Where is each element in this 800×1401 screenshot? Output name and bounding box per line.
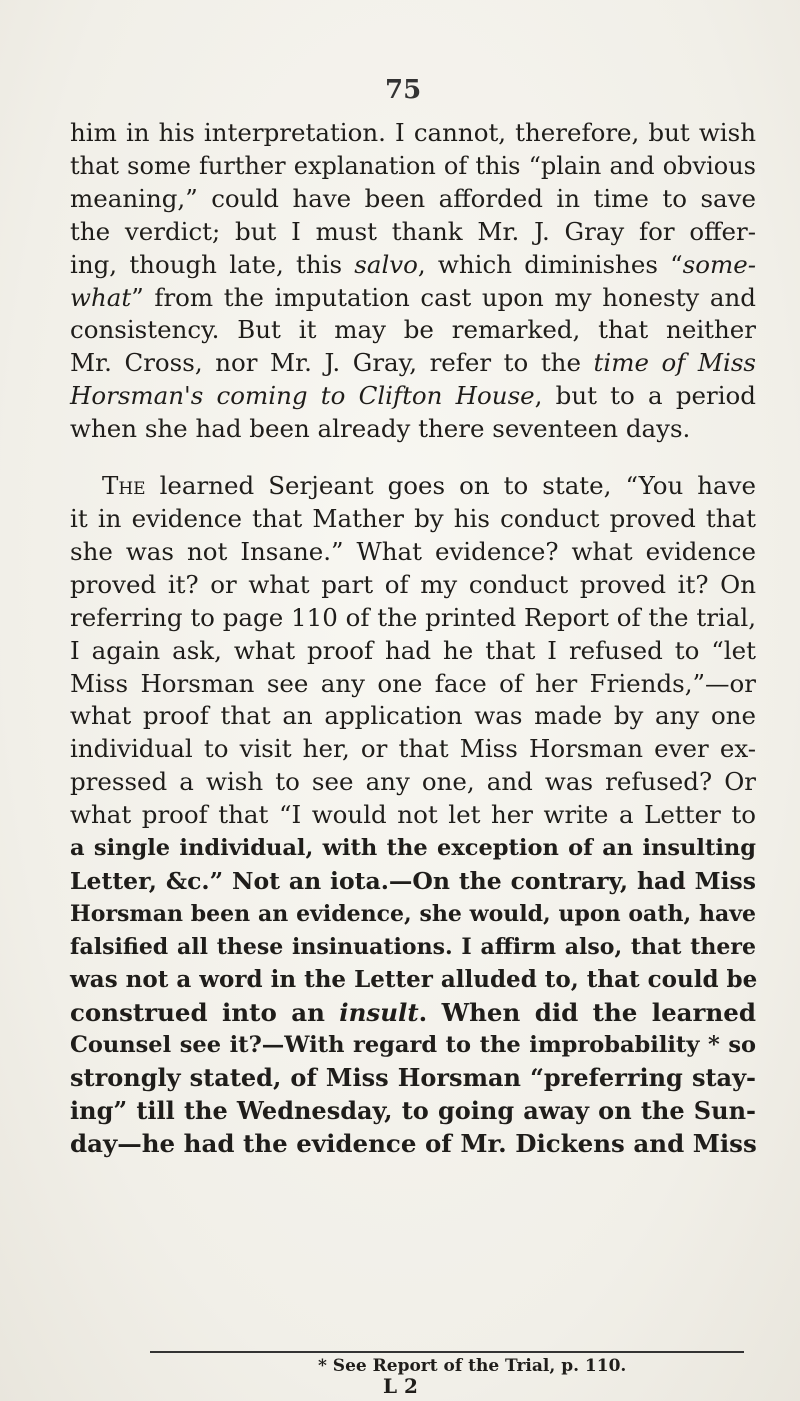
text-line: the verdict; but I must thank Mr. J. Gray for offer- [70, 216, 756, 246]
italic-salvo: salvo [354, 249, 418, 279]
italic-some: some- [682, 249, 757, 279]
text-run: learned Serjeant goes on to state, “You have [145, 471, 756, 501]
text-line: that some further explanation of this “plain and obvious [70, 151, 756, 180]
text-line [70, 282, 756, 315]
text-line: was not a word in the Letter alluded to, that could be [70, 965, 758, 993]
small-caps-the: The [102, 471, 146, 501]
text-line: what proof that an application was made by any one [70, 701, 756, 731]
text-line: Horsman been an evidence, she would, upon oath, have [70, 900, 756, 927]
text-line [70, 470, 756, 503]
body-text [70, 117, 756, 1161]
text-run: ing, though late, this [70, 249, 355, 279]
italic-insult: insult [339, 997, 419, 1027]
text-line: Letter, &c.” Not an iota.—On the contrary, had Miss [70, 866, 756, 895]
text-line [70, 997, 756, 1030]
text-run: ” from the imputation cast upon my honesty and [131, 282, 756, 312]
text-line: what proof that “I would not let her write a Letter to [70, 800, 756, 830]
text-run: Mr. Cross, nor Mr. J. Gray, refer to the [70, 348, 594, 378]
text-line: meaning,” could have been afforded in time to save [70, 183, 756, 213]
paragraph-1 [70, 117, 756, 446]
text-line: pressed a wish to see any one, and was refused? Or [70, 767, 756, 797]
text-line: ing” till the Wednesday, to going away on the Sun- [70, 1096, 756, 1126]
italic-time: time of Miss [593, 348, 756, 378]
text-line: it in evidence that Mather by his conduct proved that [70, 503, 756, 533]
text-line [70, 380, 756, 413]
text-run: construed into an [70, 997, 340, 1027]
text-run: , but to a period [534, 381, 756, 411]
text-run: , which diminishes “ [417, 249, 683, 279]
text-line: him in his interpretation. I cannot, therefore, but wish [70, 118, 756, 147]
text-line: when she had been already there seventeen days. [70, 414, 691, 444]
text-line [70, 249, 756, 282]
footnote-rule [150, 1351, 744, 1353]
italic-what: what [70, 282, 132, 312]
text-line: Counsel see it?—With regard to the improbability * so [70, 1032, 756, 1059]
footnote: * See Report of the Trial, p. 110. [318, 1356, 627, 1376]
text-line: I again ask, what proof had he that I refused to “let [70, 635, 756, 665]
text-run: . When did the learned [418, 997, 756, 1027]
paragraph-2 [70, 470, 756, 1161]
italic-horsman-coming: Horsman's coming to Clifton House [70, 381, 535, 411]
text-line [70, 347, 756, 380]
text-line: day—he had the evidence of Mr. Dickens and Miss [70, 1129, 757, 1159]
signature-mark: L 2 [383, 1374, 418, 1398]
text-line: a single individual, with the exception of an insulting [70, 835, 756, 862]
text-line: consistency. But it may be remarked, that neither [70, 315, 756, 345]
text-line: she was not Insane.” What evidence? what evidence [70, 536, 756, 566]
text-line: Miss Horsman see any one face of her Friends,”—or [70, 668, 756, 698]
page-number: 75 [385, 75, 422, 105]
text-line: proved it? or what part of my conduct proved it? On [70, 569, 756, 599]
text-line: falsified all these insinuations. I affirm also, that there [70, 933, 756, 960]
paragraph-gap [70, 446, 756, 470]
text-line: strongly stated, of Miss Horsman “preferring stay- [70, 1063, 756, 1093]
text-line: referring to page 110 of the printed Report of the trial, [70, 602, 756, 632]
text-line: individual to visit her, or that Miss Horsman ever ex- [70, 734, 756, 764]
